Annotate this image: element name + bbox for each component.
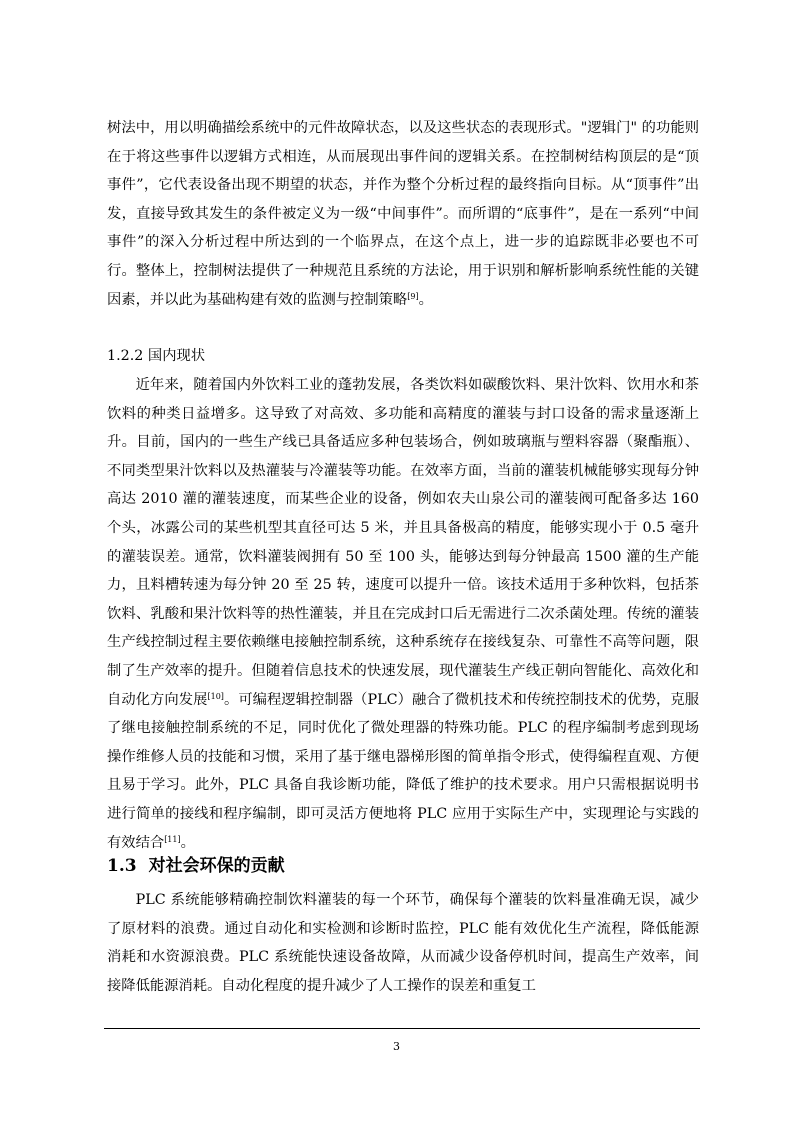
paragraph-text: 树法中，用以明确描绘系统中的元件故障状态，以及这些状态的表现形式。"逻辑门" 的功能则在于将这些事件以逻辑方式相连，从而展现出事件间的逻辑关系。在控制树结构顶层的是“顶事件”，它代表设备出现不期望的状态，并作为整个分析过程的最终指向目标。从“顶事件”出发，直接导致其发生的条件被定义为一级“中间事件”。而所谓的“底事件”，是在一系列“中间事件”的深入分析过程中所达到的一个临界点，在这个点上，进一步的追踪既非必要也不可行。整体上，控制树法提供了一种规范且系统的方法论，用于识别和解析影响系统性能的关键因素，并以此为基础构建有效的监测与控制策略 xyxy=(107,120,699,308)
citation-ref[interactable]: [9] xyxy=(407,291,419,301)
section-title: 对社会环保的贡献 xyxy=(148,856,285,876)
paragraph-environment: PLC 系统能够精确控制饮料灌装的每一个环节，确保每个灌装的饮料量准确无误，减少了原材料的浪费。通过自动化和实检测和诊断时监控，PLC 能有效优化生产流程，降低能源消耗和水资源浪费。PLC 系统能快速设备故障，从而减少设备停机时间，提高生产效率，间接降低能源消耗。自动化程度的提升减少了人工操作的误差和重复工 xyxy=(107,892,699,994)
paragraph-end: 。 xyxy=(418,291,433,308)
section-heading xyxy=(107,849,699,883)
citation-ref[interactable]: [11] xyxy=(164,834,181,844)
section-number: 1.3 xyxy=(107,856,137,876)
paragraph-fault-tree xyxy=(107,114,699,314)
subsection-heading: 1.2.2 国内现状 xyxy=(107,348,206,364)
paragraph-end: 。 xyxy=(180,834,195,851)
paragraph-text: 近年来，随着国内外饮料工业的蓬勃发展，各类饮料如碳酸饮料、果汁饮料、饮用水和茶饮料的种类日益增多。这导致了对高效、多功能和高精度的灌装与封口设备的需求量逐渐上升。目前，国内的一些生产线已具备适应多种包装场合，例如玻璃瓶与塑料容器（聚酯瓶）、不同类型果汁饮料以及热灌装与冷灌装等功能。在效率方面，当前的灌装机械能够实现每分钟高达 2010 灌的灌装速度，而某些企业的设备，例如农夫山泉公司的灌装阀可配备多达 160 个头，冰露公司的某些机型其直径可达 5 米，并且具备极高的精度，能够实现小于 0.5 毫升的灌装误差。通常，饮料灌装阀拥有 50 至 100 头，能够达到每分钟最高 1500 灌的生产能力，且料槽转速为每分钟 20 至 25 转，速度可以提升一倍。该技术适用于多种饮料，包括茶饮料、乳酸和果汁饮料等的热性灌装，并且在完成封口后无需进行二次杀菌处理。传统的灌装生产线控制过程主要依赖继电接触控制系统，这种系统存在接线复杂、可靠性不高等问题，限制了生产效率的提升。但随着信息技术的快速发展，现代灌装生产线正朝向智能化、高效化和自动化方向发展 xyxy=(107,377,699,708)
page-number: 3 xyxy=(393,1040,400,1053)
paragraph-domestic-status xyxy=(107,371,699,857)
footer-divider xyxy=(104,1028,700,1029)
citation-ref[interactable]: [10] xyxy=(207,691,224,701)
paragraph-text: 。可编程逻辑控制器（PLC）融合了微机技术和传统控制技术的优势，克服了继电接触控制系统的不足，同时优化了微处理器的特殊功能。PLC 的程序编制考虑到现场操作维修人员的技能和习惯，采用了基于继电器梯形图的简单指令形式，使得编程直观、方便且易于学习。此外，PLC 具备自我诊断功能，降低了维护的技术要求。用户只需根据说明书进行简单的接线和程序编制，即可灵活方便地将 PLC 应用于实际生产中，实现理论与实践的有效结合 xyxy=(107,691,699,851)
